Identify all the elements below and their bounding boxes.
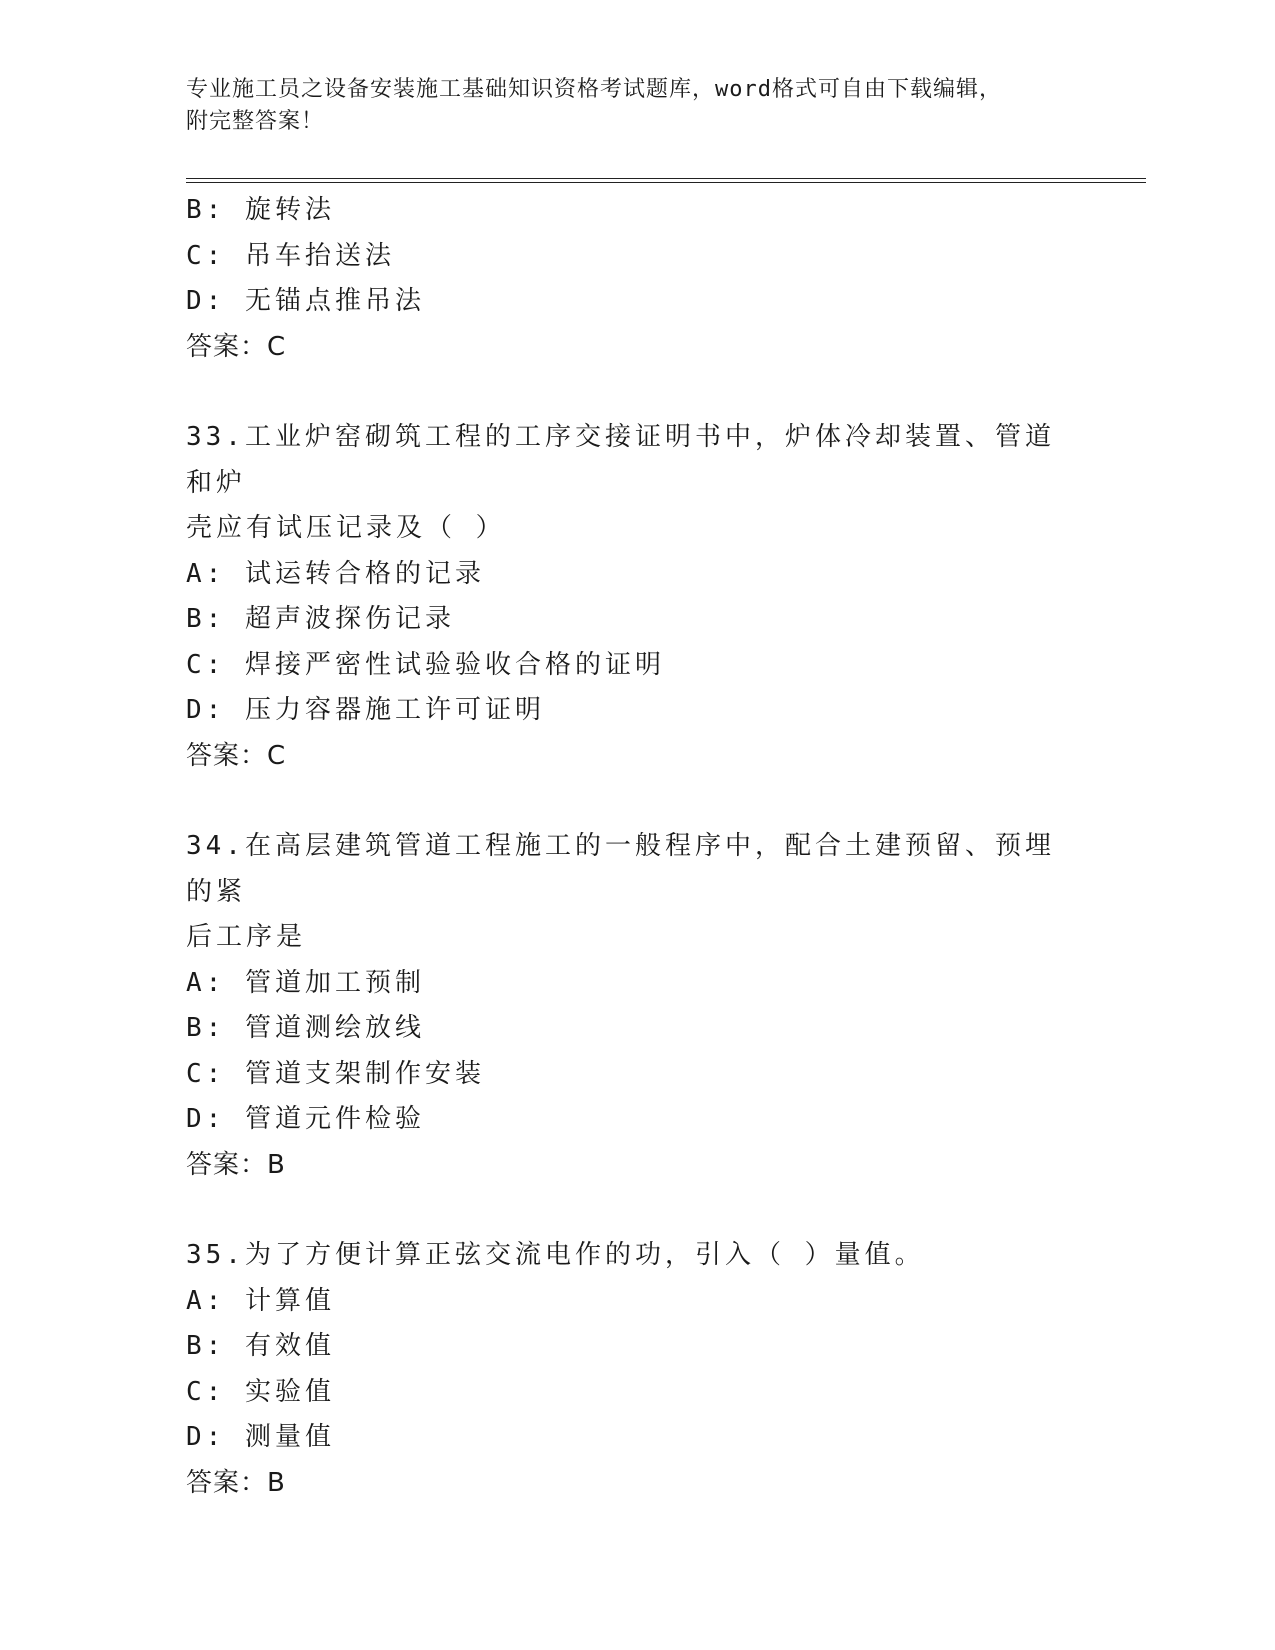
header-line-1: 专业施工员之设备安装施工基础知识资格考试题库，word格式可自由下载编辑， [186, 77, 1002, 102]
header-line-2: 附完整答案！ [186, 109, 325, 134]
question-stem [186, 415, 1066, 552]
question-stem [186, 824, 1066, 961]
question-stem-line-1: 34.在高层建筑管道工程施工的一般程序中，配合土建预留、预埋的紧 [186, 831, 1055, 907]
option-c: C: 焊接严密性试验验收合格的证明 [186, 649, 665, 680]
option-b: B: 管道测绘放线 [186, 1013, 425, 1043]
header-divider [186, 178, 1146, 183]
answer: 答案：C [186, 331, 287, 362]
option-a: A: 管道加工预制 [186, 967, 425, 998]
question-stem [186, 1233, 1066, 1279]
option-d: D: 测量值 [186, 1422, 335, 1452]
answer: 答案：C [186, 740, 287, 771]
option-c: C: 实验值 [186, 1376, 335, 1407]
question-stem-line-1: 35.为了方便计算正弦交流电作的功，引入（ ）量值。 [186, 1240, 925, 1270]
question-34 [186, 824, 1086, 1188]
option-b: B: 有效值 [186, 1331, 335, 1361]
question-stem-line-2: 后工序是 [186, 922, 307, 952]
option-d: D: 压力容器施工许可证明 [186, 695, 545, 725]
answer: 答案：B [186, 1149, 286, 1180]
question-stem-line-2: 壳应有试压记录及（ ） [186, 513, 506, 543]
question-33 [186, 415, 1086, 779]
page-header [186, 74, 1066, 138]
option-c: C: 管道支架制作安装 [186, 1058, 485, 1089]
answer: 答案：B [186, 1467, 286, 1498]
option-a: A: 计算值 [186, 1285, 335, 1316]
option-b: B: 旋转法 [186, 195, 335, 225]
option-d: D: 无锚点推吊法 [186, 286, 425, 316]
question-stem-line-1: 33.工业炉窑砌筑工程的工序交接证明书中，炉体冷却装置、管道和炉 [186, 422, 1055, 498]
option-d: D: 管道元件检验 [186, 1104, 425, 1134]
question-35 [186, 1233, 1086, 1506]
option-c: C: 吊车抬送法 [186, 240, 395, 271]
option-b: B: 超声波探伤记录 [186, 604, 455, 634]
option-a: A: 试运转合格的记录 [186, 558, 485, 589]
previous-question-tail [186, 188, 1086, 370]
document-body [186, 188, 1086, 1506]
